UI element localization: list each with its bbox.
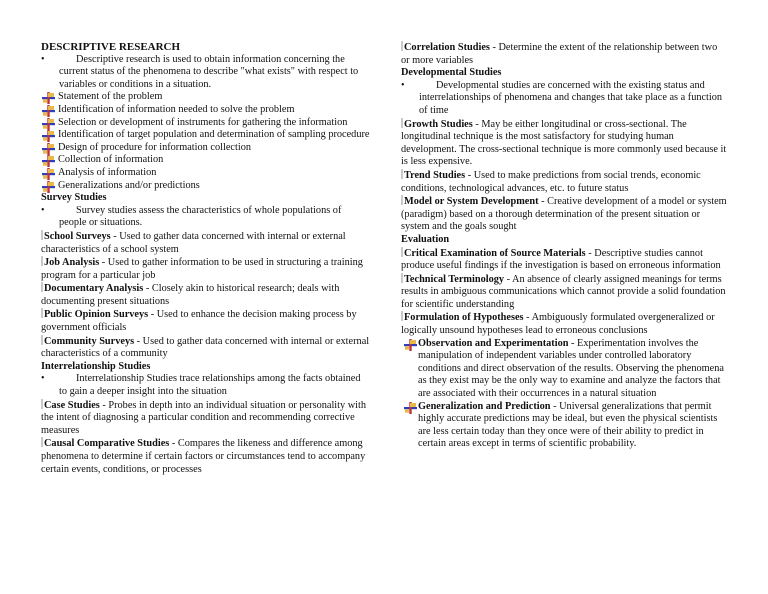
entry-community-surveys: Community Surveys - Used to gather data concerned with internal or external characteristics of a community <box>41 335 370 360</box>
section-heading-interrelationship: Interrelationship Studies <box>41 360 151 372</box>
entry-case-studies: Case Studies - Probes in depth into an individual situation or personality with the intent of diagnosing a particular condition and recommending corrective measures <box>41 399 367 436</box>
section-heading-developmental: Developmental Studies <box>401 67 502 79</box>
entry-formulation-hypotheses: Formulation of Hypotheses - Ambiguously formulated overgeneralized or logically unsound hypotheses lead to erroneous conclusions <box>401 312 715 337</box>
interrelationship-bullet: • Interrelationship Studies trace relationships among the facts obtained to gain a deeper insight into the situation <box>41 373 361 398</box>
step-item: Identification of information needed to solve the problem <box>41 104 371 117</box>
entry-growth-studies: Growth Studies - May be either longitudinal or cross-sectional. The longitudinal technique is the most satisfactory for studying human development. The cross-sectional technique is more commonly used because it is less expensive. <box>401 118 727 168</box>
pencil-bullet-icon <box>42 143 55 155</box>
pencil-bullet-icon <box>404 339 417 351</box>
pencil-bullet-icon <box>42 92 55 104</box>
entry-observation-experimentation: Observation and Experimentation - Experimentation involves the manipulation of independent variables under controlled laboratory conditions and direct observation of the results. Observing the phenomena as they exist may be the only way to examine and analyze the factors that are associated with their occurrences in a natural situation <box>401 338 727 401</box>
entry-correlation-studies: Correlation Studies - Determine the extent of the relationship between two or more variables <box>401 42 718 66</box>
pencil-bullet-icon <box>42 181 55 193</box>
step-item: Collection of information <box>41 154 371 167</box>
pencil-bullet-icon <box>42 105 55 117</box>
entry-public-opinion-surveys: Public Opinion Surveys - Used to enhance the decision making process by government officials <box>41 309 357 334</box>
document-title: DESCRIPTIVE RESEARCH <box>41 41 181 53</box>
bullet-icon: • <box>41 204 45 216</box>
pencil-bullet-icon <box>404 402 417 414</box>
left-column <box>41 41 371 476</box>
step-list <box>41 91 371 192</box>
step-item: Design of procedure for information collection <box>41 142 371 155</box>
section-heading-survey: Survey Studies <box>41 192 107 204</box>
step-item: Analysis of information <box>41 167 371 180</box>
step-item: Statement of the problem <box>41 91 371 104</box>
step-item: Selection or development of instruments for gathering the information <box>41 117 371 130</box>
bullet-icon: • <box>41 53 45 65</box>
pencil-bullet-icon <box>42 168 55 180</box>
step-item: Identification of target population and determination of sampling procedure <box>41 129 371 142</box>
entry-school-surveys: School Surveys - Used to gather data concerned with internal or external characteristics of a school system <box>41 230 346 255</box>
section-heading-evaluation: Evaluation <box>401 233 450 245</box>
entry-documentary-analysis: Documentary Analysis - Closely akin to historical research; deals with documenting present situations <box>41 283 340 307</box>
bullet-icon: • <box>401 79 405 91</box>
pencil-bullet-icon <box>42 155 55 167</box>
pencil-bullet-icon <box>42 130 55 142</box>
entry-causal-comparative: Causal Comparative Studies - Compares the likeness and difference among phenomena to determine if certain factors or circumstances tend to accompany certain events, conditions, or processes <box>41 438 366 475</box>
entry-technical-terminology: Technical Terminology - An absence of clearly assigned meanings for terms results in ambiguous communications which cannot provide a solid foundation for scientific understanding <box>401 273 726 310</box>
survey-bullet: • Survey studies assess the characteristics of whole populations of people or situations. <box>41 204 342 229</box>
developmental-bullet: • Developmental studies are concerned with the existing status and interrelationships of phenomena and changes that take place as a function of time <box>401 79 723 116</box>
entry-trend-studies: Trend Studies - Used to make predictions from social trends, economic conditions, technological advances, etc. to future status <box>401 169 701 194</box>
intro-bullet: • Descriptive research is used to obtain information concerning the current status of the phenomena to describe "what exists" with respect to variables or conditions in a situation. <box>41 53 359 90</box>
entry-critical-examination: Critical Examination of Source Materials - Descriptive studies cannot produce useful findings if the investigation is based on erroneous information <box>401 247 721 272</box>
step-item: Generalizations and/or predictions <box>41 180 371 193</box>
entry-job-analysis: Job Analysis - Used to gather information to be used in structuring a training program for a particular job <box>41 257 363 281</box>
right-column <box>401 41 727 451</box>
pencil-bullet-icon <box>42 118 55 130</box>
entry-generalization-prediction: Generalization and Prediction - Universal generalizations that permit highly accurate predictions may be ideal, but even the physical scientists are less certain today than they once were of their ability to predict in certain areas except in terms of scientific probability. <box>401 401 727 451</box>
entry-model-system-development: Model or System Development - Creative development of a model or system (paradigm) based on a thorough determination of the present situation or system and the goals sought <box>401 196 727 233</box>
bullet-icon: • <box>41 373 45 385</box>
